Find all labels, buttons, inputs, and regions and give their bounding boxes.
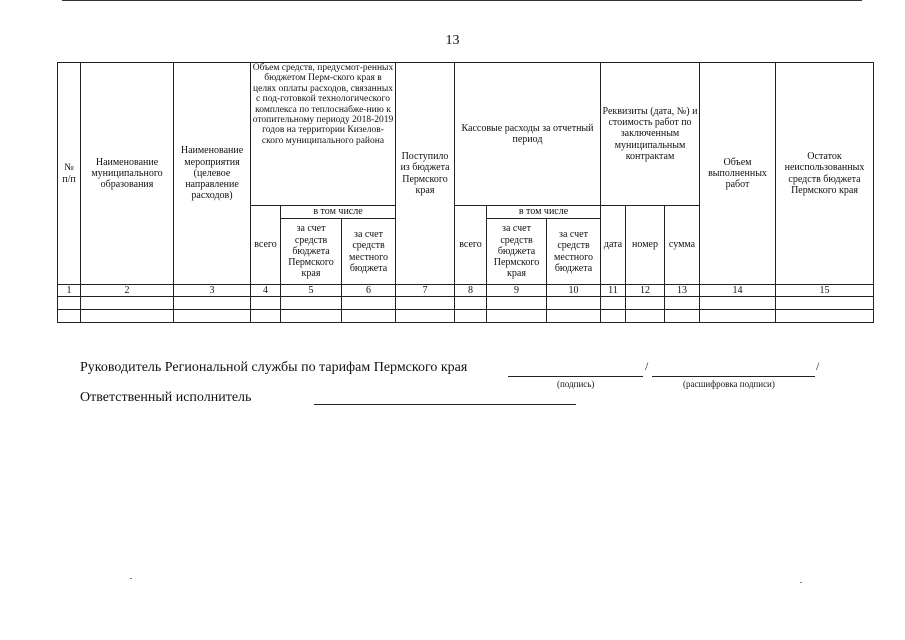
header-in-total-8: в том числе: [487, 206, 601, 219]
header-total-8: всего: [455, 206, 487, 285]
table-cell: [58, 310, 81, 323]
responsible-line: [314, 404, 576, 405]
column-number: 11: [601, 285, 626, 297]
header-date: дата: [601, 206, 626, 285]
table-cell: [174, 297, 251, 310]
column-number: 10: [547, 285, 601, 297]
table-cell: [601, 297, 626, 310]
table-cell: [455, 297, 487, 310]
table-cell: [396, 310, 455, 323]
header-cash-expenses: Кассовые расходы за отчетный период: [455, 63, 601, 206]
header-local-10: за счет средств местного бюджета: [547, 219, 601, 285]
table-cell: [281, 297, 342, 310]
column-number: 3: [174, 285, 251, 297]
column-number: 1: [58, 285, 81, 297]
table-cell: [700, 297, 776, 310]
header-regional-5: за счет средств бюджета Пермского края: [281, 219, 342, 285]
scan-speck: [800, 582, 802, 583]
column-number: 2: [81, 285, 174, 297]
decode-caption: (расшифровка подписи): [683, 379, 775, 389]
header-regional-9: за счет средств бюджета Пермского края: [487, 219, 547, 285]
decode-line: [652, 376, 815, 377]
column-number: 7: [396, 285, 455, 297]
table-cell: [776, 297, 874, 310]
table-row: [58, 310, 874, 323]
header-received: Поступило из бюджета Пермского края: [396, 63, 455, 285]
table-cell: [547, 297, 601, 310]
column-number: 13: [665, 285, 700, 297]
table-cell: [487, 310, 547, 323]
header-number: номер: [626, 206, 665, 285]
table-cell: [547, 310, 601, 323]
header-sum: сумма: [665, 206, 700, 285]
responsible-label: Ответственный исполнитель: [80, 390, 252, 405]
table-cell: [58, 297, 81, 310]
header-row-number: № п/п: [58, 63, 81, 285]
table-cell: [665, 297, 700, 310]
head-signature-label: Руководитель Региональной службы по тарифам Пермского края: [80, 360, 468, 375]
signature-caption: (подпись): [557, 379, 595, 389]
table-cell: [251, 297, 281, 310]
header-budget-volume: Объем средств, предусмот-ренных бюджетом Перм-ского края в целях оплаты расходов, связанных с под-готовкой технологического комплекса по теплоснабже-нию к отопительному периоду 2018-2019 годов на территории Кизелов-ского муниципального района: [251, 63, 396, 206]
column-number: 6: [342, 285, 396, 297]
header-local-6: за счет средств местного бюджета: [342, 219, 396, 285]
column-number: 9: [487, 285, 547, 297]
column-number: 4: [251, 285, 281, 297]
column-number: 5: [281, 285, 342, 297]
header-work-volume: Объем выполненных работ: [700, 63, 776, 285]
table-cell: [626, 297, 665, 310]
table-cell: [626, 310, 665, 323]
table-cell: [81, 310, 174, 323]
header-unused-balance: Остаток неиспользованных средств бюджета Пермского края: [776, 63, 874, 285]
header-activity: Наименование мероприятия (целевое направление расходов): [174, 63, 251, 285]
header-contract-details: Реквизиты (дата, №) и стоимость работ по заключенным муниципальным контрактам: [601, 63, 700, 206]
table-cell: [487, 297, 547, 310]
report-table: [57, 62, 874, 323]
slash-separator: /: [816, 359, 820, 373]
table-cell: [81, 297, 174, 310]
table-cell: [251, 310, 281, 323]
column-number: 12: [626, 285, 665, 297]
table-cell: [281, 310, 342, 323]
header-in-total-4: в том числе: [281, 206, 396, 219]
column-number: 15: [776, 285, 874, 297]
table-cell: [700, 310, 776, 323]
column-number: 14: [700, 285, 776, 297]
table-cell: [601, 310, 626, 323]
table-row: [58, 297, 874, 310]
table-cell: [665, 310, 700, 323]
header-total-4: всего: [251, 206, 281, 285]
slash-separator: /: [645, 359, 649, 373]
table-cell: [455, 310, 487, 323]
table-cell: [342, 297, 396, 310]
page-number: 13: [445, 33, 460, 48]
table-cell: [396, 297, 455, 310]
table-cell: [342, 310, 396, 323]
header-municipality: Наименование муниципального образования: [81, 63, 174, 285]
scan-speck: [130, 578, 132, 579]
table-cell: [174, 310, 251, 323]
top-rule: [62, 0, 862, 1]
table-cell: [776, 310, 874, 323]
signature-line: [508, 376, 643, 377]
column-number: 8: [455, 285, 487, 297]
